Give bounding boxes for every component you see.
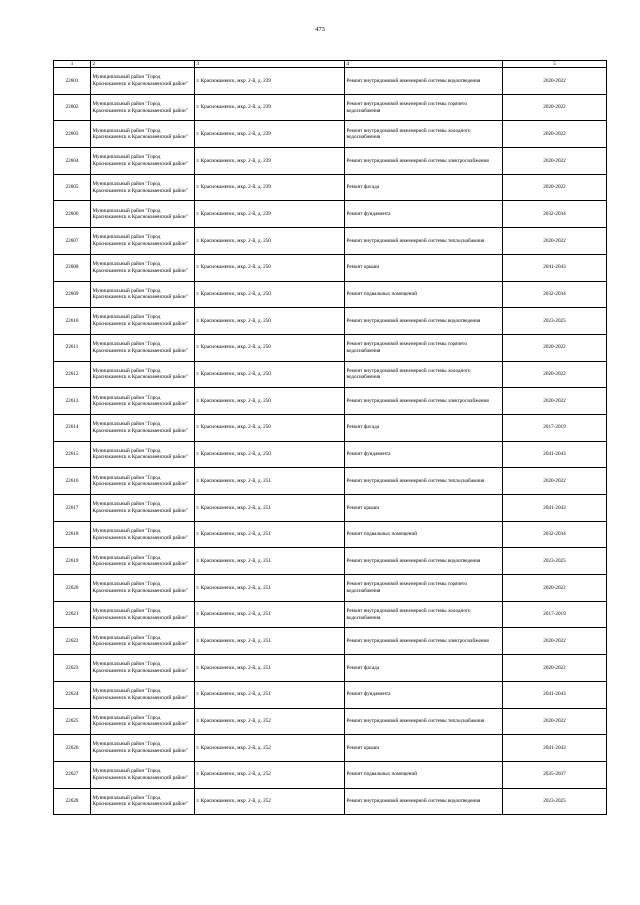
municipality-cell: Муниципальный район "Город Краснокаменск и Краснокаменский район" xyxy=(91,761,195,788)
table-row xyxy=(54,788,607,815)
period-cell: 2041-2043 xyxy=(503,254,607,281)
period-cell: 2017-2019 xyxy=(503,601,607,628)
table-row xyxy=(54,521,607,548)
municipality-cell: Муниципальный район "Город Краснокаменск и Краснокаменский район" xyxy=(91,121,195,148)
row-number-cell: 22616 xyxy=(54,468,91,495)
table-row xyxy=(54,254,607,281)
municipality-cell: Муниципальный район "Город Краснокаменск и Краснокаменский район" xyxy=(91,708,195,735)
address-cell: г. Краснокаменск, мкр. 2-й, д. 239 xyxy=(195,121,345,148)
period-cell: 2020-2022 xyxy=(503,94,607,121)
work-type-cell: Ремонт внутридомовой инженерной системы холодного водоснабжения xyxy=(345,361,503,388)
work-type-cell: Ремонт крыши xyxy=(345,495,503,522)
address-cell: г. Краснокаменск, мкр. 2-й, д. 239 xyxy=(195,68,345,95)
row-number-cell: 22621 xyxy=(54,601,91,628)
period-cell: 2035-2037 xyxy=(503,761,607,788)
address-cell: г. Краснокаменск, мкр. 2-й, д. 251 xyxy=(195,655,345,682)
municipality-cell: Муниципальный район "Город Краснокаменск и Краснокаменский район" xyxy=(91,468,195,495)
work-type-cell: Ремонт фундамента xyxy=(345,681,503,708)
page-number: 473 xyxy=(315,26,325,33)
period-cell: 2041-2043 xyxy=(503,735,607,762)
period-cell: 2023-2025 xyxy=(503,308,607,335)
work-type-cell: Ремонт внутридомовой инженерной системы горячего водоснабжения xyxy=(345,334,503,361)
table-row xyxy=(54,761,607,788)
address-cell: г. Краснокаменск, мкр. 2-й, д. 251 xyxy=(195,468,345,495)
table-row xyxy=(54,308,607,335)
column-header: 1 xyxy=(54,61,91,68)
municipality-cell: Муниципальный район "Город Краснокаменск и Краснокаменский район" xyxy=(91,94,195,121)
work-type-cell: Ремонт внутридомовой инженерной системы теплоснабжения xyxy=(345,228,503,255)
municipality-cell: Муниципальный район "Город Краснокаменск и Краснокаменский район" xyxy=(91,174,195,201)
work-type-cell: Ремонт фасада xyxy=(345,414,503,441)
municipality-cell: Муниципальный район "Город Краснокаменск и Краснокаменский район" xyxy=(91,281,195,308)
address-cell: г. Краснокаменск, мкр. 2-й, д. 250 xyxy=(195,254,345,281)
municipality-cell: Муниципальный район "Город Краснокаменск и Краснокаменский район" xyxy=(91,601,195,628)
municipality-cell: Муниципальный район "Город Краснокаменск и Краснокаменский район" xyxy=(91,788,195,815)
column-header: 2 xyxy=(91,61,195,68)
municipality-cell: Муниципальный район "Город Краснокаменск и Краснокаменский район" xyxy=(91,681,195,708)
address-cell: г. Краснокаменск, мкр. 2-й, д. 252 xyxy=(195,735,345,762)
row-number-cell: 22602 xyxy=(54,94,91,121)
table-row xyxy=(54,68,607,95)
municipality-cell: Муниципальный район "Город Краснокаменск и Краснокаменский район" xyxy=(91,361,195,388)
repair-schedule-table xyxy=(53,60,607,815)
period-cell: 2023-2025 xyxy=(503,548,607,575)
work-type-cell: Ремонт внутридомовой инженерной системы теплоснабжения xyxy=(345,468,503,495)
work-type-cell: Ремонт фундамента xyxy=(345,441,503,468)
table-row xyxy=(54,228,607,255)
table-row xyxy=(54,575,607,602)
period-cell: 2020-2022 xyxy=(503,708,607,735)
work-type-cell: Ремонт внутридомовой инженерной системы водоотведения xyxy=(345,308,503,335)
table-row xyxy=(54,361,607,388)
row-number-cell: 22625 xyxy=(54,708,91,735)
row-number-cell: 22619 xyxy=(54,548,91,575)
work-type-cell: Ремонт крыши xyxy=(345,735,503,762)
address-cell: г. Краснокаменск, мкр. 2-й, д. 251 xyxy=(195,628,345,655)
work-type-cell: Ремонт внутридомовой инженерной системы водоотведения xyxy=(345,68,503,95)
row-number-cell: 22617 xyxy=(54,495,91,522)
row-number-cell: 22611 xyxy=(54,334,91,361)
address-cell: г. Краснокаменск, мкр. 2-й, д. 251 xyxy=(195,548,345,575)
table-row xyxy=(54,468,607,495)
work-type-cell: Ремонт крыши xyxy=(345,254,503,281)
period-cell: 2032-2034 xyxy=(503,201,607,228)
row-number-cell: 22610 xyxy=(54,308,91,335)
table-row xyxy=(54,201,607,228)
table-row xyxy=(54,334,607,361)
address-cell: г. Краснокаменск, мкр. 2-й, д. 252 xyxy=(195,708,345,735)
row-number-cell: 22601 xyxy=(54,68,91,95)
municipality-cell: Муниципальный район "Город Краснокаменск и Краснокаменский район" xyxy=(91,628,195,655)
work-type-cell: Ремонт внутридомовой инженерной системы теплоснабжения xyxy=(345,708,503,735)
period-cell: 2017-2019 xyxy=(503,414,607,441)
address-cell: г. Краснокаменск, мкр. 2-й, д. 239 xyxy=(195,148,345,175)
table-row xyxy=(54,281,607,308)
row-number-cell: 22615 xyxy=(54,441,91,468)
table-body xyxy=(54,68,607,815)
table-row xyxy=(54,148,607,175)
municipality-cell: Муниципальный район "Город Краснокаменск и Краснокаменский район" xyxy=(91,548,195,575)
table-row xyxy=(54,601,607,628)
period-cell: 2020-2022 xyxy=(503,148,607,175)
address-cell: г. Краснокаменск, мкр. 2-й, д. 250 xyxy=(195,281,345,308)
row-number-cell: 22620 xyxy=(54,575,91,602)
address-cell: г. Краснокаменск, мкр. 2-й, д. 250 xyxy=(195,308,345,335)
municipality-cell: Муниципальный район "Город Краснокаменск и Краснокаменский район" xyxy=(91,308,195,335)
work-type-cell: Ремонт фасада xyxy=(345,174,503,201)
address-cell: г. Краснокаменск, мкр. 2-й, д. 250 xyxy=(195,334,345,361)
table-row xyxy=(54,548,607,575)
table-row xyxy=(54,174,607,201)
municipality-cell: Муниципальный район "Город Краснокаменск и Краснокаменский район" xyxy=(91,201,195,228)
address-cell: г. Краснокаменск, мкр. 2-й, д. 251 xyxy=(195,575,345,602)
table-row xyxy=(54,495,607,522)
address-cell: г. Краснокаменск, мкр. 2-й, д. 250 xyxy=(195,414,345,441)
municipality-cell: Муниципальный район "Город Краснокаменск и Краснокаменский район" xyxy=(91,441,195,468)
period-cell: 2020-2022 xyxy=(503,655,607,682)
row-number-cell: 22609 xyxy=(54,281,91,308)
municipality-cell: Муниципальный район "Город Краснокаменск и Краснокаменский район" xyxy=(91,414,195,441)
row-number-cell: 22626 xyxy=(54,735,91,762)
municipality-cell: Муниципальный район "Город Краснокаменск и Краснокаменский район" xyxy=(91,68,195,95)
work-type-cell: Ремонт внутридомовой инженерной системы электроснабжения xyxy=(345,628,503,655)
row-number-cell: 22604 xyxy=(54,148,91,175)
address-cell: г. Краснокаменск, мкр. 2-й, д. 251 xyxy=(195,521,345,548)
municipality-cell: Муниципальный район "Город Краснокаменск и Краснокаменский район" xyxy=(91,655,195,682)
address-cell: г. Краснокаменск, мкр. 2-й, д. 250 xyxy=(195,361,345,388)
work-type-cell: Ремонт внутридомовой инженерной системы холодного водоснабжения xyxy=(345,121,503,148)
row-number-cell: 22623 xyxy=(54,655,91,682)
work-type-cell: Ремонт внутридомовой инженерной системы горячего водоснабжения xyxy=(345,94,503,121)
period-cell: 2020-2022 xyxy=(503,121,607,148)
row-number-cell: 22624 xyxy=(54,681,91,708)
row-number-cell: 22613 xyxy=(54,388,91,415)
row-number-cell: 22605 xyxy=(54,174,91,201)
period-cell: 2020-2022 xyxy=(503,388,607,415)
table-row xyxy=(54,735,607,762)
municipality-cell: Муниципальный район "Город Краснокаменск и Краснокаменский район" xyxy=(91,254,195,281)
municipality-cell: Муниципальный район "Город Краснокаменск и Краснокаменский район" xyxy=(91,388,195,415)
municipality-cell: Муниципальный район "Город Краснокаменск и Краснокаменский район" xyxy=(91,735,195,762)
address-cell: г. Краснокаменск, мкр. 2-й, д. 251 xyxy=(195,681,345,708)
row-number-cell: 22603 xyxy=(54,121,91,148)
address-cell: г. Краснокаменск, мкр. 2-й, д. 239 xyxy=(195,201,345,228)
municipality-cell: Муниципальный район "Город Краснокаменск и Краснокаменский район" xyxy=(91,334,195,361)
period-cell: 2020-2022 xyxy=(503,334,607,361)
table-row xyxy=(54,681,607,708)
period-cell: 2020-2022 xyxy=(503,575,607,602)
row-number-cell: 22606 xyxy=(54,201,91,228)
period-cell: 2023-2025 xyxy=(503,788,607,815)
municipality-cell: Муниципальный район "Город Краснокаменск и Краснокаменский район" xyxy=(91,148,195,175)
column-number-row xyxy=(54,61,607,68)
address-cell: г. Краснокаменск, мкр. 2-й, д. 250 xyxy=(195,441,345,468)
municipality-cell: Муниципальный район "Город Краснокаменск и Краснокаменский район" xyxy=(91,228,195,255)
municipality-cell: Муниципальный район "Город Краснокаменск и Краснокаменский район" xyxy=(91,521,195,548)
work-type-cell: Ремонт внутридомовой инженерной системы водоотведения xyxy=(345,788,503,815)
municipality-cell: Муниципальный район "Город Краснокаменск и Краснокаменский район" xyxy=(91,495,195,522)
work-type-cell: Ремонт подвальных помещений xyxy=(345,281,503,308)
row-number-cell: 22612 xyxy=(54,361,91,388)
work-type-cell: Ремонт внутридомовой инженерной системы водоотведения xyxy=(345,548,503,575)
period-cell: 2020-2022 xyxy=(503,361,607,388)
work-type-cell: Ремонт внутридомовой инженерной системы холодного водоснабжения xyxy=(345,601,503,628)
period-cell: 2032-2034 xyxy=(503,281,607,308)
column-header: 5 xyxy=(503,61,607,68)
period-cell: 2020-2022 xyxy=(503,468,607,495)
address-cell: г. Краснокаменск, мкр. 2-й, д. 239 xyxy=(195,94,345,121)
table-row xyxy=(54,94,607,121)
period-cell: 2032-2034 xyxy=(503,521,607,548)
address-cell: г. Краснокаменск, мкр. 2-й, д. 250 xyxy=(195,228,345,255)
table-row xyxy=(54,414,607,441)
table-row xyxy=(54,388,607,415)
period-cell: 2041-2043 xyxy=(503,441,607,468)
table-row xyxy=(54,121,607,148)
row-number-cell: 22608 xyxy=(54,254,91,281)
column-header: 4 xyxy=(345,61,503,68)
address-cell: г. Краснокаменск, мкр. 2-й, д. 251 xyxy=(195,495,345,522)
address-cell: г. Краснокаменск, мкр. 2-й, д. 252 xyxy=(195,761,345,788)
row-number-cell: 22607 xyxy=(54,228,91,255)
work-type-cell: Ремонт фундамента xyxy=(345,201,503,228)
table-row xyxy=(54,628,607,655)
row-number-cell: 22618 xyxy=(54,521,91,548)
row-number-cell: 22627 xyxy=(54,761,91,788)
table-row xyxy=(54,441,607,468)
row-number-cell: 22628 xyxy=(54,788,91,815)
period-cell: 2041-2043 xyxy=(503,681,607,708)
address-cell: г. Краснокаменск, мкр. 2-й, д. 250 xyxy=(195,388,345,415)
work-type-cell: Ремонт подвальных помещений xyxy=(345,761,503,788)
work-type-cell: Ремонт внутридомовой инженерной системы горячего водоснабжения xyxy=(345,575,503,602)
table-row xyxy=(54,655,607,682)
period-cell: 2041-2043 xyxy=(503,495,607,522)
column-header: 3 xyxy=(195,61,345,68)
work-type-cell: Ремонт фасада xyxy=(345,655,503,682)
work-type-cell: Ремонт внутридомовой инженерной системы электроснабжения xyxy=(345,388,503,415)
row-number-cell: 22622 xyxy=(54,628,91,655)
period-cell: 2020-2022 xyxy=(503,68,607,95)
address-cell: г. Краснокаменск, мкр. 2-й, д. 252 xyxy=(195,788,345,815)
table-row xyxy=(54,708,607,735)
address-cell: г. Краснокаменск, мкр. 2-й, д. 251 xyxy=(195,601,345,628)
address-cell: г. Краснокаменск, мкр. 2-й, д. 239 xyxy=(195,174,345,201)
row-number-cell: 22614 xyxy=(54,414,91,441)
work-type-cell: Ремонт подвальных помещений xyxy=(345,521,503,548)
period-cell: 2020-2022 xyxy=(503,228,607,255)
municipality-cell: Муниципальный район "Город Краснокаменск и Краснокаменский район" xyxy=(91,575,195,602)
work-type-cell: Ремонт внутридомовой инженерной системы электроснабжения xyxy=(345,148,503,175)
period-cell: 2020-2022 xyxy=(503,174,607,201)
period-cell: 2020-2022 xyxy=(503,628,607,655)
